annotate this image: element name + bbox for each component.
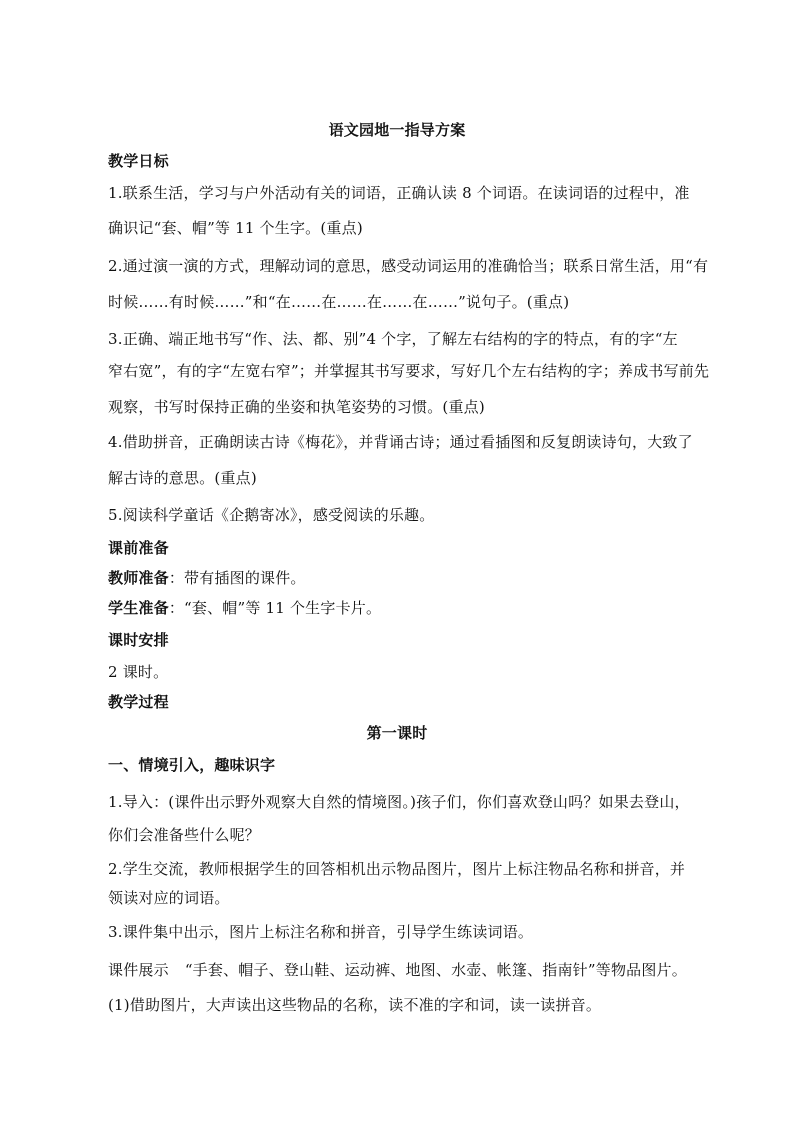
goal-2-line-1: 2.通过演一演的方式，理解动词的意思，感受动词运用的准确恰当；联系日常生活，用“有 [108,257,709,275]
lesson-1-title: 第一课时 [366,724,428,742]
schedule-text: 2 课时。 [108,663,169,681]
step-1-line-1: 1.导入：(课件出示野外观察大自然的情境图。)孩子们，你们喜欢登山吗？如果去登山， [108,793,690,811]
goal-3-line-3: 观察，书写时保持正确的坐姿和执笔姿势的习惯。(重点) [108,398,485,416]
step-2-line-1: 2.学生交流，教师根据学生的回答相机出示物品图片，图片上标注物品名称和拼音，并 [108,860,686,878]
document-title: 语文园地一指导方案 [328,121,466,139]
teacher-prep-label: 教师准备 [108,569,169,587]
goal-2-line-2: 时候……有时候……”和“在……在……在……在……”说句子。(重点) [108,293,570,311]
student-preparation [108,598,381,618]
goal-5-line-1: 5.阅读科学童话《企鹅寄冰》，感受阅读的乐趣。 [108,506,435,524]
goal-4-line-1: 4.借助拼音，正确朗读古诗《梅花》，并背诵古诗；通过看插图和反复朗读诗句，大致了 [108,433,693,451]
goal-1-line-1: 1.联系生活，学习与户外活动有关的词语，正确认读 8 个词语。在读词语的过程中，准 [108,184,690,202]
courseware-display [108,960,687,980]
heading-teaching-goals: 教学日标 [108,152,169,170]
goal-4-line-2: 解古诗的意思。(重点) [108,469,257,487]
goal-3-line-1: 3.正确、端正地书写“作、法、都、别”4 个字，了解左右结构的字的特点，有的字“左 [108,330,678,348]
step-2-line-2: 领读对应的词语。 [108,889,230,907]
heading-class-schedule: 课时安排 [108,631,169,649]
student-prep-label: 学生准备 [108,599,169,617]
heading-teaching-process: 教学过程 [108,693,169,711]
student-prep-text: ：“套、帽”等 11 个生字卡片。 [168,599,382,617]
section-1-title: 一、情境引入，趣味识字 [108,756,276,774]
goal-1-line-2: 确识记“套、帽”等 11 个生字。(重点) [108,219,363,237]
goal-3-line-2: 窄右宽”，有的字“左宽右窄”；并掌握其书写要求，写好几个左右结构的字；养成书写前先 [108,362,710,380]
courseware-text: “手套、帽子、登山鞋、运动裤、地图、水壶、帐篷、指南针”等物品图片。 [184,961,687,979]
step-1-line-2: 你们会准备些什么呢？ [108,826,261,844]
sub-step-1-line-1: (1)借助图片，大声读出这些物品的名称，读不准的字和词，读一读拼音。 [108,996,602,1014]
heading-class-preparation: 课前准备 [108,539,169,557]
teacher-preparation [108,568,306,588]
step-3-line-1: 3.课件集中出示，图片上标注名称和拼音，引导学生练读词语。 [108,923,534,941]
courseware-label: 课件展示 [108,961,169,979]
teacher-prep-text: ：带有插图的课件。 [168,569,306,587]
